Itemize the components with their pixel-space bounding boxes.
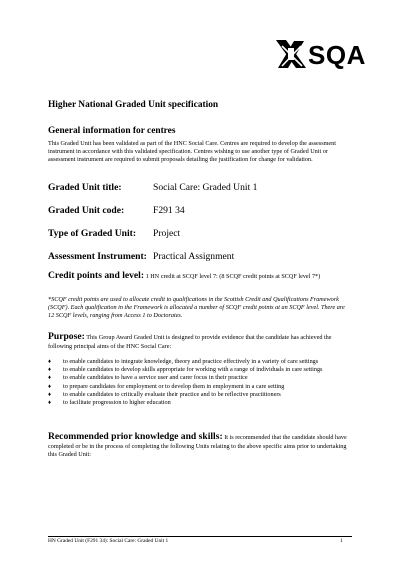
field-value-title: Social Care: Graded Unit 1	[153, 182, 258, 193]
field-value-type: Project	[153, 228, 181, 239]
footer-text: HN Graded Unit (F291 34): Social Care: Graded Unit 1	[48, 538, 169, 544]
list-item: ♦ to facilitate progression to higher education	[48, 399, 171, 407]
list-item: ♦ to enable candidates to develop skills appropriate for working with a range of individuals in care settings	[48, 366, 323, 374]
diamond-bullet-icon: ♦	[48, 375, 52, 382]
diamond-bullet-icon: ♦	[48, 367, 52, 374]
list-item: ♦ to enable candidates to integrate knowledge, theory and practice effectively in a variety of care settings	[48, 358, 319, 365]
credit-section	[48, 271, 352, 282]
diamond-bullet-icon: ♦	[48, 391, 52, 398]
sqa-logo	[274, 38, 366, 72]
diamond-bullet-icon: ♦	[48, 359, 52, 365]
field-value-code: F291 34	[153, 205, 185, 216]
credit-text: 1 HN credit at SCQF level 7: (8 SCQF credit points at SCQF level 7*)	[145, 273, 321, 280]
section-heading-general: General information for centres	[48, 126, 176, 136]
field-value-instrument: Practical Assignment	[153, 251, 235, 262]
field-label-title: Graded Unit title:	[48, 182, 122, 193]
page-number: 1	[340, 538, 343, 544]
prior-knowledge-heading: Recommended prior knowledge and skills:	[48, 431, 223, 442]
intro-paragraph: This Graded Unit has been validated as part of the HNC Social Care. Centres are required to develop the assessment instrument in accordance with this validated specification. Centres wishing to use another type of Graded Unit or assessment instrument are required to submit proposals detailing the justification for change for validation.	[48, 140, 336, 164]
credit-note: *SCQF credit points are used to allocate credit to qualifications in the Scottish Credit and Qualifications Framework (SCQF). Each qualification in the Framework is allocated a number of SCQF credit points at an SCQF level. There are 12 SCQF levels, ranging from Access 1 to Doctorates.	[48, 296, 345, 319]
purpose-section	[48, 332, 352, 352]
diamond-bullet-icon: ♦	[48, 383, 52, 390]
diamond-bullet-icon: ♦	[48, 400, 52, 407]
prior-knowledge-section	[48, 433, 352, 460]
document-title: Higher National Graded Unit specification	[48, 100, 219, 110]
list-item: ♦ to enable candidates to have a service user and carer focus in their practice	[48, 374, 248, 382]
purpose-bullet-list	[48, 358, 358, 407]
field-label-code: Graded Unit code:	[48, 205, 125, 216]
credit-heading: Credit points and level:	[48, 270, 145, 281]
footer-divider	[48, 536, 352, 537]
list-item: ♦ to enable candidates to critically evaluate their practice and to be reflective practitioners	[48, 390, 281, 398]
field-label-instrument: Assessment Instrument:	[48, 251, 147, 262]
logo-text: SQA	[308, 40, 366, 70]
field-label-type: Type of Graded Unit:	[48, 228, 137, 239]
purpose-text: This Group Award Graded Unit is designed to provide evidence that the candidate has achieved the following principal aims of the HNC Social Care:	[48, 334, 332, 351]
sqa-saltire-icon	[274, 38, 308, 72]
purpose-heading: Purpose:	[48, 331, 85, 342]
prior-knowledge-text: It is recommended that the candidate should have completed or be in the process of completing the following Units relating to the above specific aims prior to undertaking this Graded Unit:	[48, 434, 347, 459]
list-item: ♦ to prepare candidates for employment or to develop them in employment in a care setting	[48, 382, 285, 390]
